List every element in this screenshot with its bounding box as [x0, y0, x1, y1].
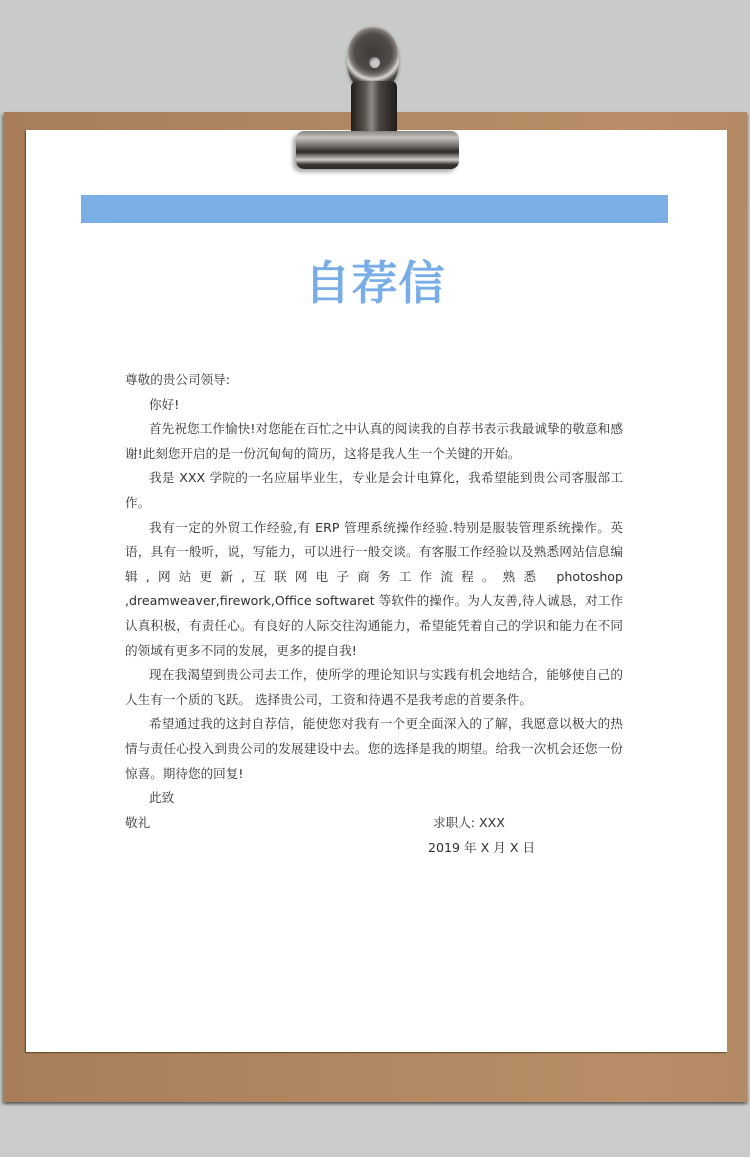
header-accent-bar [81, 195, 668, 223]
salutation: 尊敬的贵公司领导: [125, 372, 230, 387]
letter-date: 2019 年 X 月 X 日 [428, 840, 536, 855]
clip-hole [369, 57, 380, 68]
paragraph-5: 希望通过我的这封自荐信，能使您对我有一个更全面深入的了解，我愿意以极大的热情与责任心投入到贵公司的发展建设中去。您的选择是我的期望。给我一次机会还您一份惊喜。期待您的回复! [125, 716, 623, 781]
paragraph-1: 首先祝您工作愉快!对您能在百忙之中认真的阅读我的自荐书表示我最诚挚的敬意和感谢!此刻您开启的是一份沉甸甸的简历，这将是我人生一个关键的开始。 [125, 421, 623, 461]
closing-line-2: 敬礼 [125, 814, 151, 830]
greeting: 你好! [149, 396, 180, 412]
paragraph-2: 我是 XXX 学院的一名应届毕业生，专业是会计电算化，我希望能到贵公司客服部工作。 [125, 470, 623, 510]
binder-clip-icon [296, 25, 461, 171]
closing-line-1: 此致 [149, 790, 175, 806]
paragraph-3: 我有一定的外贸工作经验,有 ERP 管理系统操作经验.特别是服装管理系统操作。英语，具有一般听，说，写能力，可以进行一般交谈。有客服工作经验以及熟悉网站信息编辑,网站更新,互联网电子商务工作流程。熟悉 photoshop ,dreamweaver,firework,Office softwaret 等软件的操作。为人友善,待人诚恳，对工作认真积极，有责任心。有良好的人际交往沟通能力，希望能凭着自己的学识和能力在不同的领域有更多不同的发展，更多的提自我! [125, 519, 623, 658]
signature: 求职人: XXX [433, 815, 505, 830]
letter-body [125, 368, 623, 835]
paragraph-4: 现在我渴望到贵公司去工作，使所学的理论知识与实践有机会地结合，能够使自己的人生有一个质的飞跃。 选择贵公司，工资和待遇不是我考虑的首要条件。 [125, 667, 623, 707]
clip-base [296, 131, 459, 169]
page-title: 自荐信 [304, 256, 446, 310]
